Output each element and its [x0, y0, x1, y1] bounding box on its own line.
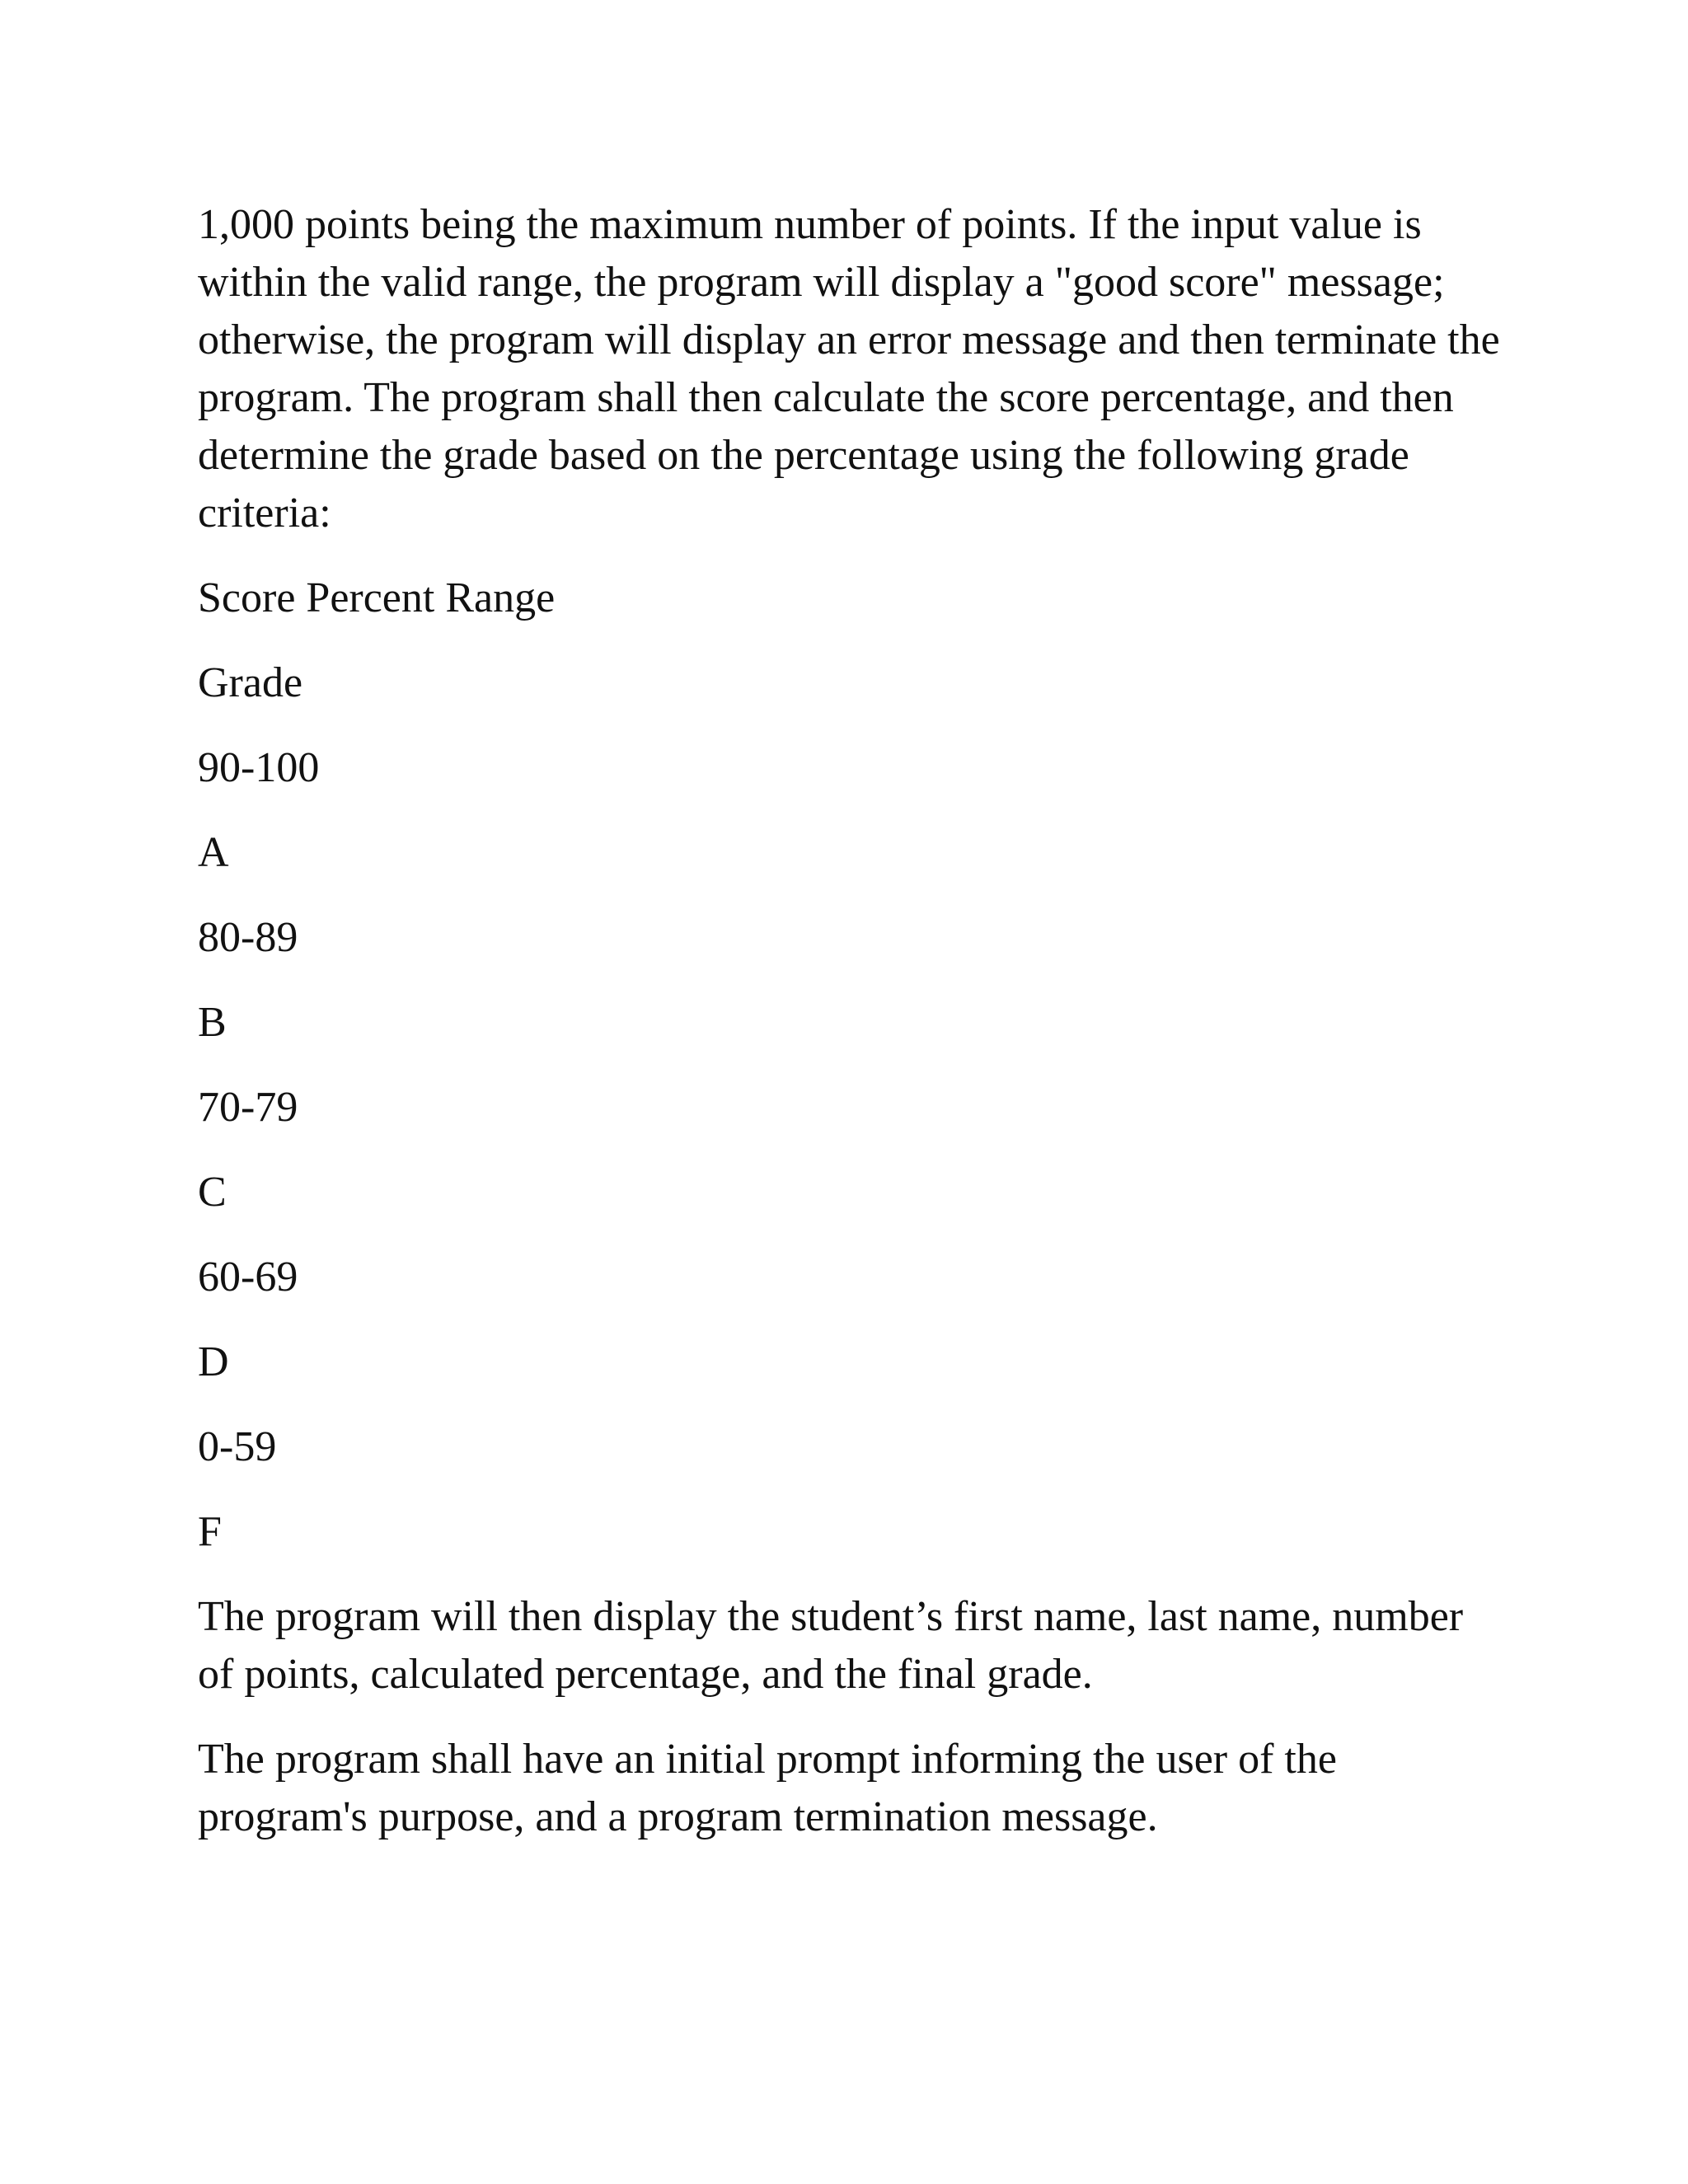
- grade-range-c: 70-79: [198, 1084, 298, 1131]
- grade-letter-d: D: [198, 1338, 229, 1385]
- grade-letter-c: C: [198, 1169, 227, 1216]
- intro-paragraph: 1,000 points being the maximum number of points. If the input value is within the valid range, the program will display a "good score" message; otherwise, the program will display an error message and then terminate the program. The program shall then calculate the score percentage, and then determine the grade based on the percentage using the following grade criteria:: [198, 201, 1500, 537]
- grade-header-grade: Grade: [198, 659, 303, 706]
- grade-letter-a: A: [198, 829, 229, 876]
- grade-range-a: 90-100: [198, 744, 320, 791]
- grade-criteria-list: [198, 569, 1500, 1561]
- grade-header-range: Score Percent Range: [198, 574, 556, 621]
- grade-letter-f: F: [198, 1508, 222, 1555]
- grade-letter-b: B: [198, 999, 227, 1046]
- document-body: [198, 196, 1500, 1873]
- grade-range-f: 0-59: [198, 1423, 277, 1470]
- display-paragraph: The program will then display the student’s first name, last name, number of points, calculated percentage, and the final grade.: [198, 1593, 1464, 1698]
- grade-range-d: 60-69: [198, 1254, 298, 1301]
- grade-range-b: 80-89: [198, 914, 298, 961]
- prompt-paragraph: The program shall have an initial prompt informing the user of the program's purpose, and a program termination message.: [198, 1736, 1337, 1840]
